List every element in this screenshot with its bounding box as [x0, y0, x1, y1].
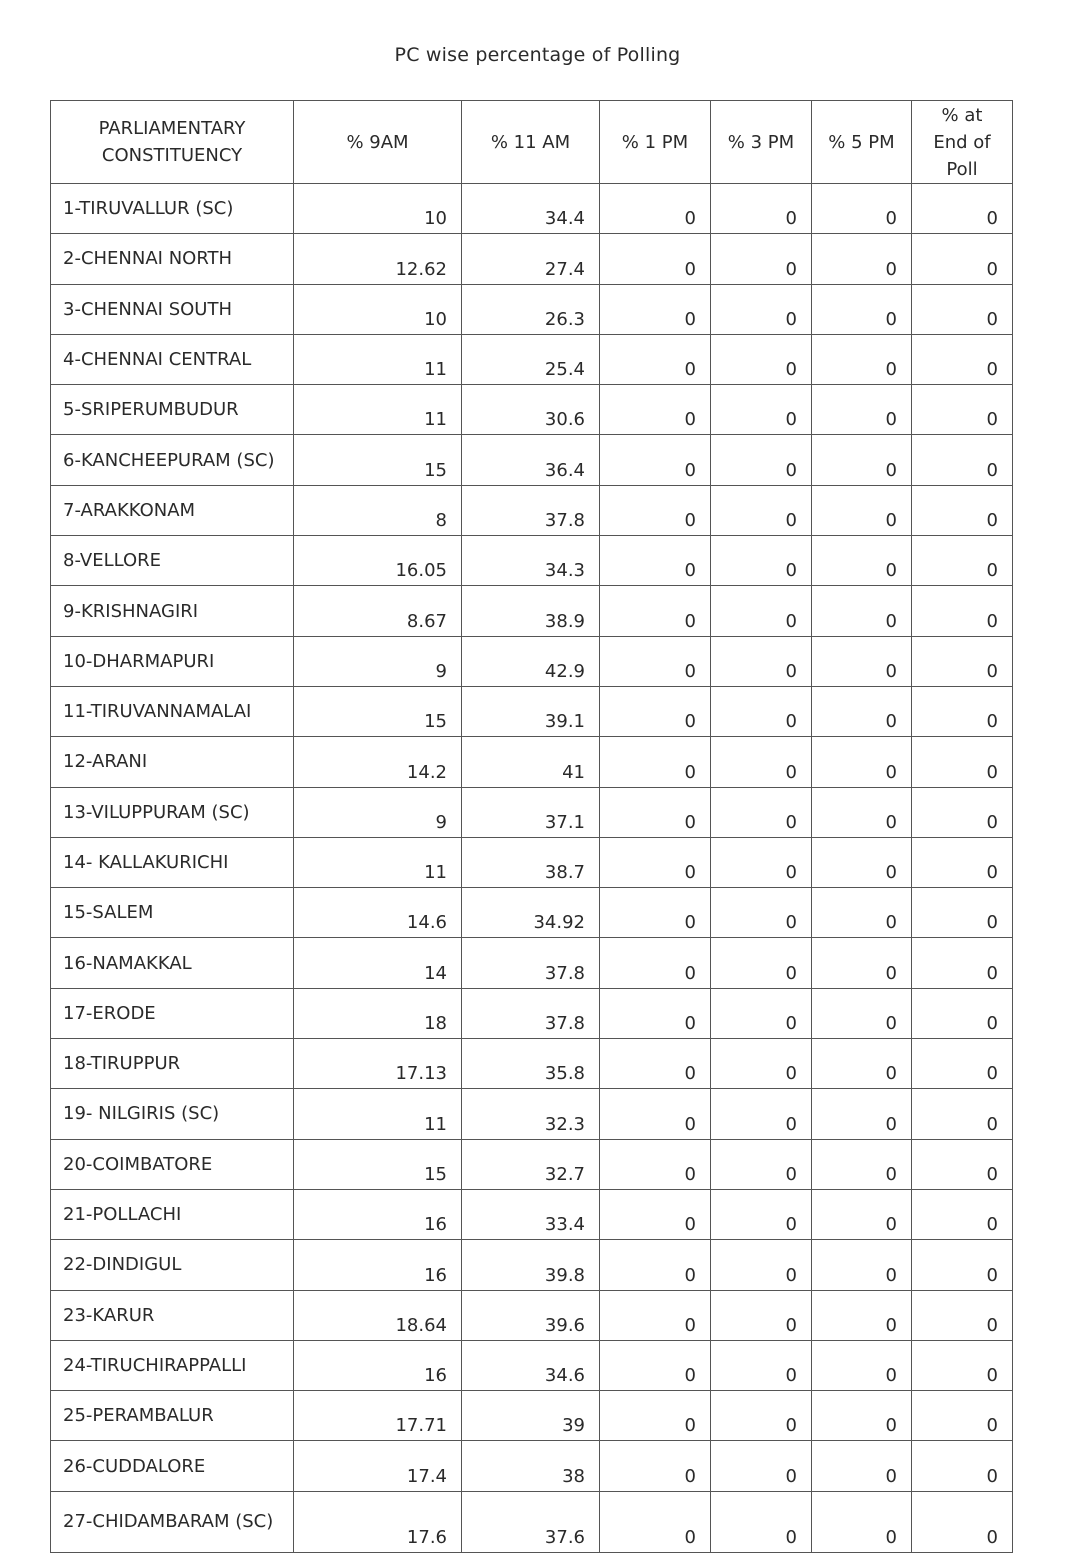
cell-pct-5pm: 0 [812, 1089, 912, 1139]
cell-pct-end-of-poll: 0 [912, 1139, 1013, 1189]
cell-constituency: 3-CHENNAI SOUTH [51, 284, 294, 334]
cell-constituency: 10-DHARMAPURI [51, 636, 294, 686]
polling-table [50, 100, 1013, 1553]
cell-pct-1pm: 0 [600, 837, 711, 887]
cell-pct-1pm: 0 [600, 536, 711, 586]
cell-pct-9am: 14 [294, 938, 462, 988]
cell-constituency: 7-ARAKKONAM [51, 485, 294, 535]
cell-pct-end-of-poll: 0 [912, 586, 1013, 636]
cell-pct-9am: 18.64 [294, 1290, 462, 1340]
cell-pct-1pm: 0 [600, 888, 711, 938]
cell-pct-3pm: 0 [711, 536, 812, 586]
table-row [51, 1340, 1013, 1390]
cell-pct-3pm: 0 [711, 1290, 812, 1340]
cell-pct-3pm: 0 [711, 636, 812, 686]
cell-pct-11am: 38.9 [462, 586, 600, 636]
cell-pct-9am: 16.05 [294, 536, 462, 586]
table-row [51, 1089, 1013, 1139]
header-3pm: % 3 PM [711, 101, 812, 184]
cell-pct-3pm: 0 [711, 184, 812, 234]
cell-constituency: 2-CHENNAI NORTH [51, 234, 294, 284]
cell-pct-1pm: 0 [600, 1039, 711, 1089]
table-row [51, 334, 1013, 384]
header-9am: % 9AM [294, 101, 462, 184]
cell-pct-3pm: 0 [711, 1340, 812, 1390]
cell-pct-9am: 14.2 [294, 737, 462, 787]
table-row [51, 737, 1013, 787]
cell-pct-9am: 12.62 [294, 234, 462, 284]
cell-pct-3pm: 0 [711, 385, 812, 435]
cell-pct-end-of-poll: 0 [912, 686, 1013, 736]
cell-pct-5pm: 0 [812, 888, 912, 938]
cell-pct-9am: 15 [294, 1139, 462, 1189]
cell-pct-11am: 42.9 [462, 636, 600, 686]
table-row [51, 435, 1013, 485]
cell-pct-1pm: 0 [600, 737, 711, 787]
cell-pct-3pm: 0 [711, 234, 812, 284]
cell-pct-1pm: 0 [600, 988, 711, 1038]
cell-pct-11am: 37.8 [462, 988, 600, 1038]
cell-pct-1pm: 0 [600, 435, 711, 485]
cell-pct-3pm: 0 [711, 1139, 812, 1189]
cell-pct-3pm: 0 [711, 837, 812, 887]
cell-pct-5pm: 0 [812, 1240, 912, 1290]
cell-pct-end-of-poll: 0 [912, 1189, 1013, 1239]
cell-pct-5pm: 0 [812, 938, 912, 988]
cell-constituency: 15-SALEM [51, 888, 294, 938]
cell-pct-3pm: 0 [711, 938, 812, 988]
table-row [51, 787, 1013, 837]
cell-constituency: 18-TIRUPPUR [51, 1039, 294, 1089]
cell-pct-5pm: 0 [812, 234, 912, 284]
table-row [51, 888, 1013, 938]
cell-constituency: 19- NILGIRIS (SC) [51, 1089, 294, 1139]
cell-pct-5pm: 0 [812, 737, 912, 787]
cell-constituency: 17-ERODE [51, 988, 294, 1038]
cell-constituency: 9-KRISHNAGIRI [51, 586, 294, 636]
cell-pct-11am: 39.1 [462, 686, 600, 736]
cell-pct-5pm: 0 [812, 1340, 912, 1390]
table-row [51, 485, 1013, 535]
table-row [51, 686, 1013, 736]
cell-pct-3pm: 0 [711, 686, 812, 736]
cell-pct-5pm: 0 [812, 988, 912, 1038]
cell-pct-11am: 41 [462, 737, 600, 787]
cell-constituency: 6-KANCHEEPURAM (SC) [51, 435, 294, 485]
table-row [51, 586, 1013, 636]
cell-pct-5pm: 0 [812, 1189, 912, 1239]
cell-pct-3pm: 0 [711, 334, 812, 384]
cell-pct-5pm: 0 [812, 837, 912, 887]
cell-pct-end-of-poll: 0 [912, 837, 1013, 887]
cell-pct-end-of-poll: 0 [912, 485, 1013, 535]
table-row [51, 1391, 1013, 1441]
cell-pct-3pm: 0 [711, 1491, 812, 1552]
cell-pct-1pm: 0 [600, 1139, 711, 1189]
cell-pct-11am: 36.4 [462, 435, 600, 485]
cell-pct-11am: 39 [462, 1391, 600, 1441]
header-row [51, 101, 1013, 184]
cell-pct-3pm: 0 [711, 586, 812, 636]
cell-pct-1pm: 0 [600, 1240, 711, 1290]
cell-pct-end-of-poll: 0 [912, 988, 1013, 1038]
cell-pct-11am: 32.3 [462, 1089, 600, 1139]
cell-constituency: 27-CHIDAMBARAM (SC) [51, 1491, 294, 1552]
cell-pct-end-of-poll: 0 [912, 536, 1013, 586]
cell-pct-3pm: 0 [711, 1240, 812, 1290]
cell-pct-11am: 25.4 [462, 334, 600, 384]
cell-pct-5pm: 0 [812, 184, 912, 234]
table-row [51, 184, 1013, 234]
table-row [51, 1441, 1013, 1491]
cell-pct-end-of-poll: 0 [912, 435, 1013, 485]
cell-pct-9am: 11 [294, 837, 462, 887]
header-1pm: % 1 PM [600, 101, 711, 184]
cell-pct-3pm: 0 [711, 1441, 812, 1491]
cell-pct-11am: 39.6 [462, 1290, 600, 1340]
cell-pct-end-of-poll: 0 [912, 234, 1013, 284]
cell-pct-3pm: 0 [711, 787, 812, 837]
cell-constituency: 23-KARUR [51, 1290, 294, 1340]
cell-pct-9am: 9 [294, 636, 462, 686]
page-title: PC wise percentage of Polling [394, 44, 681, 66]
cell-pct-3pm: 0 [711, 1391, 812, 1441]
cell-pct-3pm: 0 [711, 737, 812, 787]
cell-pct-1pm: 0 [600, 234, 711, 284]
cell-pct-5pm: 0 [812, 334, 912, 384]
cell-pct-11am: 34.92 [462, 888, 600, 938]
cell-pct-11am: 26.3 [462, 284, 600, 334]
table-body [51, 184, 1013, 1553]
cell-pct-11am: 38 [462, 1441, 600, 1491]
table-row [51, 1240, 1013, 1290]
cell-pct-3pm: 0 [711, 888, 812, 938]
cell-pct-1pm: 0 [600, 1340, 711, 1390]
cell-pct-11am: 34.3 [462, 536, 600, 586]
cell-pct-5pm: 0 [812, 636, 912, 686]
cell-pct-1pm: 0 [600, 686, 711, 736]
cell-pct-11am: 37.6 [462, 1491, 600, 1552]
cell-pct-1pm: 0 [600, 485, 711, 535]
cell-constituency: 14- KALLAKURICHI [51, 837, 294, 887]
cell-pct-1pm: 0 [600, 1189, 711, 1239]
cell-constituency: 8-VELLORE [51, 536, 294, 586]
table-row [51, 1491, 1013, 1552]
cell-pct-1pm: 0 [600, 184, 711, 234]
cell-pct-end-of-poll: 0 [912, 1089, 1013, 1139]
cell-pct-end-of-poll: 0 [912, 737, 1013, 787]
cell-pct-5pm: 0 [812, 435, 912, 485]
cell-pct-5pm: 0 [812, 485, 912, 535]
cell-constituency: 12-ARANI [51, 737, 294, 787]
cell-pct-end-of-poll: 0 [912, 334, 1013, 384]
cell-pct-11am: 32.7 [462, 1139, 600, 1189]
cell-pct-end-of-poll: 0 [912, 787, 1013, 837]
cell-pct-11am: 34.6 [462, 1340, 600, 1390]
cell-pct-5pm: 0 [812, 385, 912, 435]
cell-constituency: 22-DINDIGUL [51, 1240, 294, 1290]
cell-pct-9am: 15 [294, 435, 462, 485]
cell-constituency: 16-NAMAKKAL [51, 938, 294, 988]
cell-pct-3pm: 0 [711, 1089, 812, 1139]
cell-pct-9am: 8 [294, 485, 462, 535]
cell-pct-3pm: 0 [711, 988, 812, 1038]
cell-pct-9am: 17.4 [294, 1441, 462, 1491]
cell-pct-5pm: 0 [812, 284, 912, 334]
cell-pct-11am: 30.6 [462, 385, 600, 435]
cell-pct-5pm: 0 [812, 1290, 912, 1340]
cell-constituency: 13-VILUPPURAM (SC) [51, 787, 294, 837]
table-row [51, 938, 1013, 988]
cell-pct-1pm: 0 [600, 636, 711, 686]
cell-pct-end-of-poll: 0 [912, 938, 1013, 988]
cell-pct-11am: 34.4 [462, 184, 600, 234]
table-row [51, 536, 1013, 586]
header-5pm: % 5 PM [812, 101, 912, 184]
cell-pct-1pm: 0 [600, 1290, 711, 1340]
cell-pct-1pm: 0 [600, 334, 711, 384]
cell-pct-9am: 11 [294, 385, 462, 435]
cell-pct-5pm: 0 [812, 1039, 912, 1089]
cell-pct-5pm: 0 [812, 586, 912, 636]
cell-pct-11am: 39.8 [462, 1240, 600, 1290]
cell-pct-9am: 16 [294, 1340, 462, 1390]
cell-constituency: 20-COIMBATORE [51, 1139, 294, 1189]
cell-pct-11am: 38.7 [462, 837, 600, 887]
cell-constituency: 21-POLLACHI [51, 1189, 294, 1239]
cell-pct-1pm: 0 [600, 284, 711, 334]
cell-pct-1pm: 0 [600, 938, 711, 988]
cell-pct-9am: 17.13 [294, 1039, 462, 1089]
table-row [51, 1290, 1013, 1340]
header-constituency: PARLIAMENTARY CONSTITUENCY [51, 101, 294, 184]
table-row [51, 284, 1013, 334]
cell-pct-9am: 17.71 [294, 1391, 462, 1441]
cell-pct-11am: 37.8 [462, 485, 600, 535]
cell-pct-9am: 14.6 [294, 888, 462, 938]
table-row [51, 1039, 1013, 1089]
cell-pct-1pm: 0 [600, 787, 711, 837]
cell-pct-5pm: 0 [812, 686, 912, 736]
cell-pct-9am: 10 [294, 284, 462, 334]
cell-pct-end-of-poll: 0 [912, 1441, 1013, 1491]
table-row [51, 1189, 1013, 1239]
cell-pct-11am: 37.8 [462, 938, 600, 988]
cell-pct-9am: 8.67 [294, 586, 462, 636]
table-row [51, 1139, 1013, 1189]
cell-pct-end-of-poll: 0 [912, 1391, 1013, 1441]
cell-pct-end-of-poll: 0 [912, 636, 1013, 686]
cell-pct-5pm: 0 [812, 1441, 912, 1491]
cell-pct-9am: 16 [294, 1189, 462, 1239]
cell-pct-11am: 27.4 [462, 234, 600, 284]
cell-pct-5pm: 0 [812, 787, 912, 837]
cell-pct-9am: 17.6 [294, 1491, 462, 1552]
cell-pct-3pm: 0 [711, 284, 812, 334]
cell-pct-end-of-poll: 0 [912, 385, 1013, 435]
cell-pct-1pm: 0 [600, 1391, 711, 1441]
cell-pct-9am: 10 [294, 184, 462, 234]
cell-pct-1pm: 0 [600, 586, 711, 636]
cell-constituency: 24-TIRUCHIRAPPALLI [51, 1340, 294, 1390]
cell-pct-3pm: 0 [711, 435, 812, 485]
cell-pct-9am: 18 [294, 988, 462, 1038]
cell-pct-1pm: 0 [600, 1491, 711, 1552]
cell-constituency: 25-PERAMBALUR [51, 1391, 294, 1441]
cell-constituency: 11-TIRUVANNAMALAI [51, 686, 294, 736]
cell-pct-end-of-poll: 0 [912, 284, 1013, 334]
cell-pct-end-of-poll: 0 [912, 184, 1013, 234]
cell-pct-11am: 33.4 [462, 1189, 600, 1239]
cell-pct-3pm: 0 [711, 485, 812, 535]
header-end-of-poll: % at End of Poll [912, 101, 1013, 184]
cell-pct-end-of-poll: 0 [912, 1240, 1013, 1290]
cell-pct-end-of-poll: 0 [912, 1340, 1013, 1390]
cell-pct-end-of-poll: 0 [912, 1290, 1013, 1340]
cell-constituency: 1-TIRUVALLUR (SC) [51, 184, 294, 234]
cell-constituency: 5-SRIPERUMBUDUR [51, 385, 294, 435]
cell-pct-5pm: 0 [812, 1391, 912, 1441]
cell-pct-5pm: 0 [812, 536, 912, 586]
cell-pct-3pm: 0 [711, 1039, 812, 1089]
cell-pct-9am: 9 [294, 787, 462, 837]
table-row [51, 988, 1013, 1038]
table-row [51, 636, 1013, 686]
cell-pct-1pm: 0 [600, 1089, 711, 1139]
cell-pct-5pm: 0 [812, 1491, 912, 1552]
cell-pct-9am: 11 [294, 1089, 462, 1139]
header-11am: % 11 AM [462, 101, 600, 184]
cell-pct-9am: 16 [294, 1240, 462, 1290]
cell-pct-11am: 37.1 [462, 787, 600, 837]
cell-pct-11am: 35.8 [462, 1039, 600, 1089]
cell-pct-9am: 11 [294, 334, 462, 384]
table-row [51, 234, 1013, 284]
cell-pct-5pm: 0 [812, 1139, 912, 1189]
cell-pct-1pm: 0 [600, 385, 711, 435]
cell-pct-end-of-poll: 0 [912, 1039, 1013, 1089]
cell-constituency: 4-CHENNAI CENTRAL [51, 334, 294, 384]
cell-pct-end-of-poll: 0 [912, 888, 1013, 938]
cell-pct-1pm: 0 [600, 1441, 711, 1491]
table-row [51, 385, 1013, 435]
cell-pct-3pm: 0 [711, 1189, 812, 1239]
cell-constituency: 26-CUDDALORE [51, 1441, 294, 1491]
cell-pct-end-of-poll: 0 [912, 1491, 1013, 1552]
cell-pct-9am: 15 [294, 686, 462, 736]
table-row [51, 837, 1013, 887]
